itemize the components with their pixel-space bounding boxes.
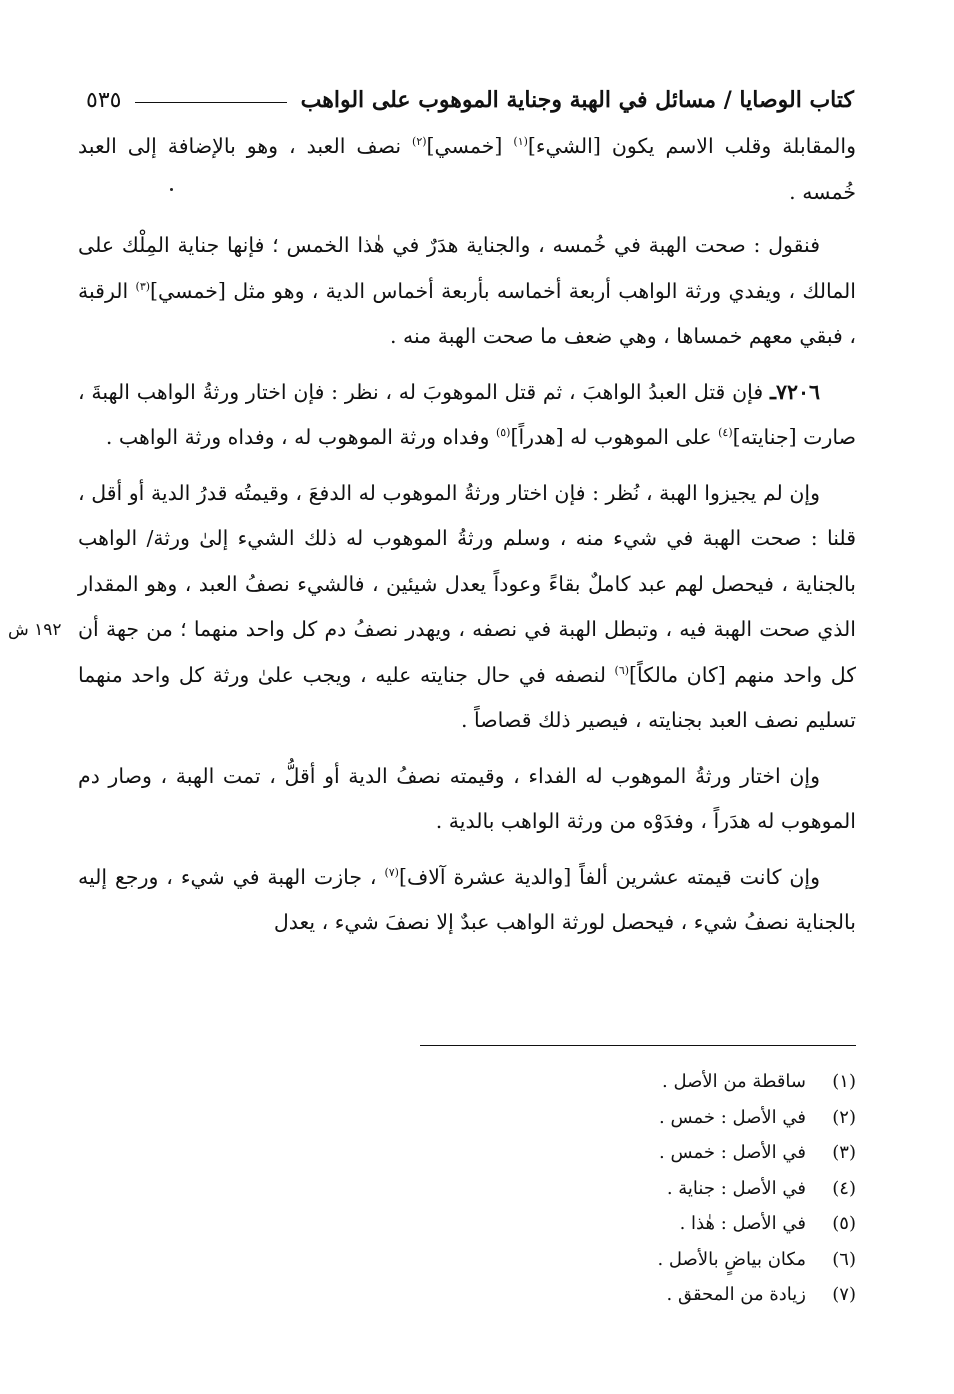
footnote-ref-3: (٣)	[135, 279, 151, 293]
running-header-title: كتاب الوصايا / مسائل في الهبة وجناية الموهوب على الواهب	[300, 87, 854, 113]
text-run: ، جازت الهبة في شيء ، ورجع إليه بالجناية نصفُ شيء ، فيحصل لورثة الواهب عبدٌ إلا نصفَ شيء ، يعدل	[78, 864, 856, 934]
footnote-item	[420, 1171, 856, 1207]
footnote-ref-2: (٢)	[412, 135, 427, 149]
footnote-item	[420, 1242, 856, 1278]
footnote-ref-5: (٥)	[495, 426, 511, 440]
footnote-ref-6: (٦)	[614, 663, 630, 677]
footnote-ref-4: (٤)	[718, 426, 733, 440]
issue-number: ٧٢٠٦ـ	[769, 379, 820, 404]
footnote-text: مكان بياضٍ بالأصل .	[657, 1248, 806, 1270]
paragraph-4	[78, 471, 856, 744]
footnotes	[420, 1064, 856, 1313]
page-number: ٥٣٥	[86, 87, 122, 113]
footnote-number: (٢)	[832, 1106, 856, 1128]
text-run: [خمسي]	[426, 134, 514, 158]
footnote-text: في الأصل : جناية .	[666, 1177, 806, 1199]
manuscript-folio-marker: ١٩٢ ش	[8, 620, 62, 640]
text-run: وإن لم يجيزوا الهبة ، نُظر : فإن اختار ورثةُ الموهوب له الدفعَ ، وقيمتُه قدرُ الدية أو أقل ، قلنا : صحت الهبة في شيء منه ، وسلم ورثةُ الموهوب له ذلك الشيء إلىٰ ورثة/ الواهب بالجناية ، فيحصل لهم عبد كاملٌ بقاءً وعوداً يعدل شيئين ، فالشيء نصفُ العبد ، وهو المقدار الذي صحت الهبة فيه ، وتبطل الهبة في نصفه ، ويهدر نصفُ دم كل واحد منهما ؛ من جهة أن كل واحد منهم [كان مالكاً]	[78, 480, 857, 687]
paragraph-3	[78, 370, 856, 461]
footnote-text: في الأصل : خمس .	[659, 1142, 806, 1163]
text-run: وإن اختار ورثةُ الموهوب له الفداء ، وقيمته نصفُ الدية أو أقلُّ ، تمت الهبة ، وصار دم الموهوب له هدَراً ، وفدَوْه من ورثة الواهب بالدية .	[78, 763, 856, 833]
footnote-text: في الأصل : هٰذا .	[679, 1213, 806, 1234]
footnote-number: (١)	[832, 1071, 856, 1092]
footnote-text: ساقطة من الأصل .	[662, 1071, 806, 1092]
text-run: الرقبة ، فبقي معهم خمساها ، وهي ضعف ما صحت الهبة منه .	[78, 278, 856, 348]
footnote-number: (٣)	[832, 1142, 856, 1163]
footnote-number: (٥)	[832, 1213, 856, 1234]
paragraph-2	[78, 223, 856, 360]
main-text	[78, 124, 856, 956]
paragraph-5	[78, 754, 856, 845]
footnote-item	[420, 1277, 856, 1313]
text-run: فإن قتل العبدُ الواهبَ ، ثم قتل الموهوبَ له ، نظر : فإن اختار ورثةُ الواهب الهبةَ ، صارت [جنايته]	[78, 379, 856, 449]
footnote-text: زيادة من المحقق .	[666, 1284, 806, 1305]
paragraph-1	[78, 124, 856, 215]
text-run: فنقول : صحت الهبة في خُمسه ، والجناية هدَرٌ في هٰذا الخمس ؛ فإنها جناية المِلْك على المالك ، ويفدي ورثة الواهب أربعة أخماسه بأربعة أخماس الدية ، وهو مثل [خمسي]	[78, 233, 856, 303]
footnote-item	[420, 1100, 856, 1136]
text-run: نصف العبد ، وهو بالإضافة إلى العبد خُمسه .	[78, 134, 856, 204]
paragraph-6	[78, 855, 856, 946]
footnote-separator	[420, 1045, 856, 1046]
footnote-ref-1: (١)	[513, 135, 528, 149]
footnote-number: (٦)	[832, 1248, 856, 1270]
footnote-ref-7: (٧)	[384, 865, 399, 879]
text-run: وإن كانت قيمته عشرين ألفاً [والدية عشرة آلاف]	[398, 864, 821, 889]
footnote-text: في الأصل : خمس .	[659, 1106, 806, 1128]
footnote-item	[420, 1135, 856, 1171]
footnote-item	[420, 1064, 856, 1100]
text-run: على الموهوب له [هدراً]	[510, 425, 719, 449]
footnote-number: (٧)	[832, 1284, 856, 1305]
running-header	[86, 80, 854, 120]
text-run: لنصفه في حال جنايته عليه ، ويجب علىٰ ورثة كل واحد منهما تسليم نصف العبد بجنايته ، فيصير ذلك قصاصاً .	[78, 662, 856, 732]
text-run: والمقابلة وقلب الاسم يكون [الشيء]	[527, 134, 856, 158]
text-run: وفداه ورثة الموهوب له ، وفداه ورثة الواهب .	[105, 425, 496, 449]
footnote-item	[420, 1206, 856, 1242]
header-rule	[135, 102, 286, 103]
footnote-number: (٤)	[832, 1177, 856, 1199]
